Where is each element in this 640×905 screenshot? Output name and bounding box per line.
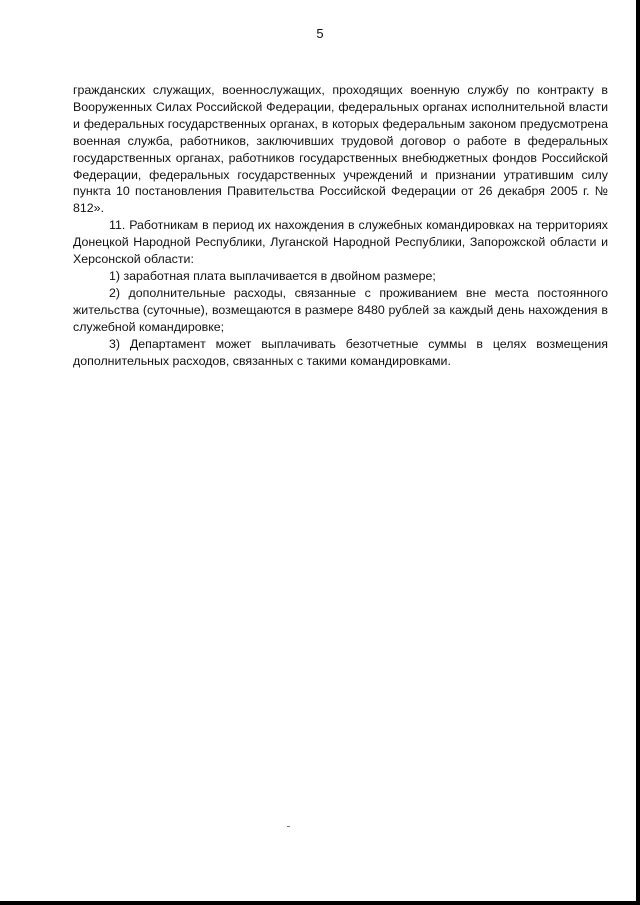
scan-speck	[287, 826, 290, 827]
scan-border-bottom	[0, 901, 640, 905]
paragraph-item-11: 11. Работникам в период их нахождения в служебных командировках на территориях Донецкой Народной Республики, Луганской Народной Республики, Запорожской области и Херсонской области:	[73, 218, 608, 267]
document-body	[73, 82, 608, 369]
page-number: 5	[316, 26, 324, 41]
paragraph-subitem-1: 1) заработная плата выплачивается в двойном размере;	[109, 268, 436, 283]
paragraph-subitem-2: 2) дополнительные расходы, связанные с проживанием вне места постоянного жительства (суточные), возмещаются в размере 8480 рублей за каждый день нахождения в служебной командировке;	[73, 285, 608, 334]
scan-border-right	[636, 0, 640, 905]
paragraph-subitem-3: 3) Департамент может выплачивать безотчетные суммы в целях возмещения дополнительных расходов, связанных с такими командировками.	[73, 336, 608, 368]
paragraph-continuation: гражданских служащих, военнослужащих, проходящих военную службу по контракту в Вооруженных Силах Российской Федерации, федеральных органах исполнительной власти и федеральных государственных органах, в которых федеральным законом предусмотрена военная служба, работников, заключивших трудовой договор о работе в федеральных государственных органах, работников государственных внебюджетных фондов Российской Федерации, федеральных государственных учреждений и признании утратившим силу пункта 10 постановления Правительства Российской Федерации от 26 декабря 2005 г. № 812».	[73, 83, 608, 216]
